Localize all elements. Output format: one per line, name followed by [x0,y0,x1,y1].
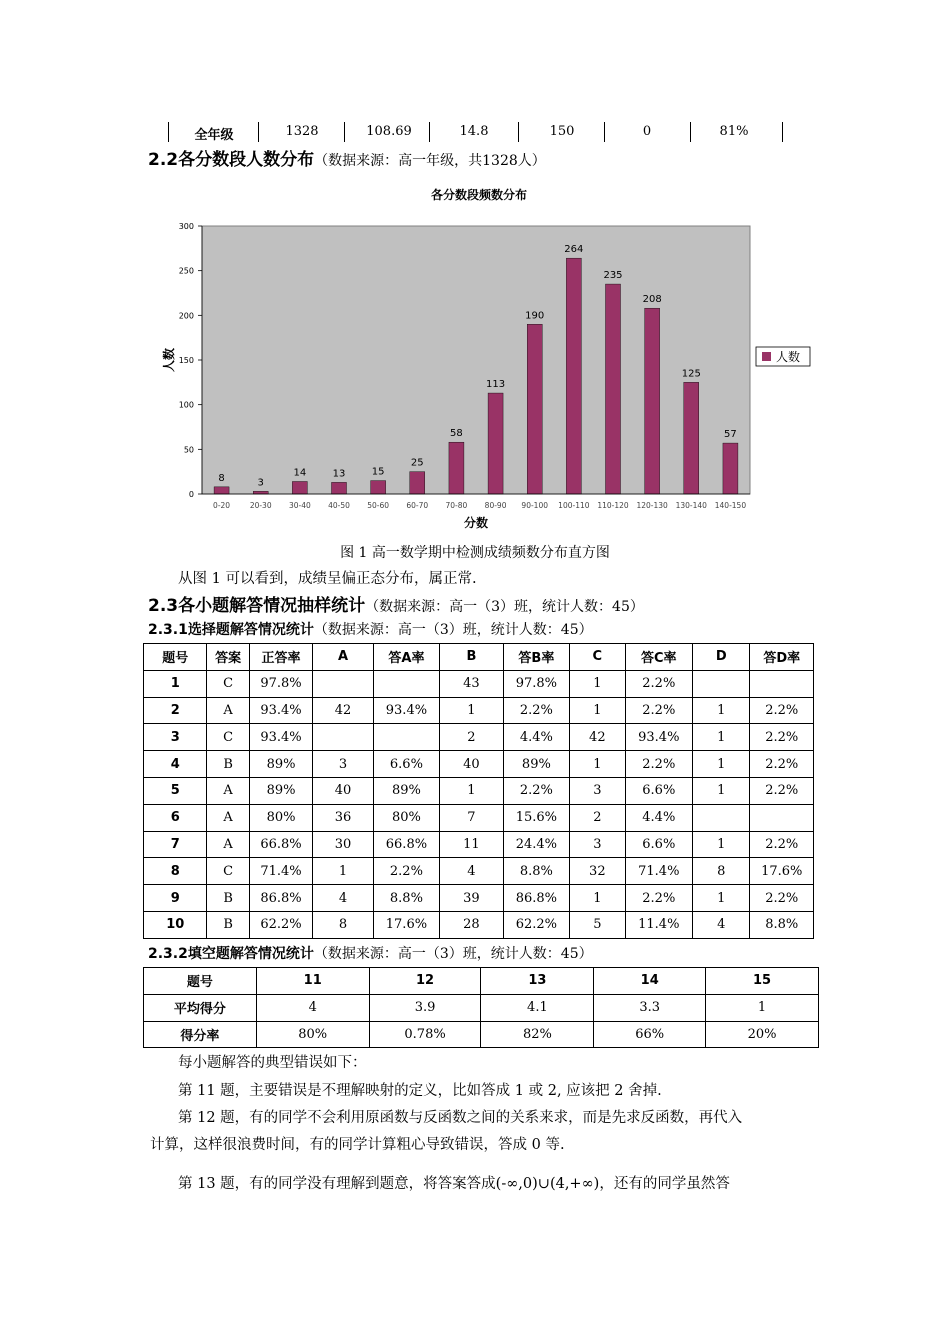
table-cell: 93.4% [249,697,312,724]
bar [488,393,503,494]
row-divider [344,122,345,142]
x-tick-label: 130-140 [675,501,707,510]
table-cell: 30 [313,831,373,858]
y-tick-label: 300 [178,222,194,231]
choice-question-table [143,643,814,939]
table-cell: C [207,724,249,751]
table-cell: 2.2% [373,858,439,885]
table-row [144,994,819,1021]
table-cell: 71.4% [249,858,312,885]
table-cell: 1 [693,831,750,858]
table-cell: 3 [570,831,625,858]
column-header: A [313,644,373,671]
column-header: B [440,644,503,671]
data-label: 208 [642,294,662,306]
column-header: 11 [256,968,369,995]
plot-area [202,226,750,494]
bar [606,284,621,494]
table-cell: 17.6% [373,911,439,938]
chart-title: 各分数段频数分布 [430,188,528,202]
table-cell: 平均得分 [144,994,257,1021]
figure-caption: 图 1 高一数学期中检测成绩频数分布直方图 [340,545,610,561]
section-title: 2.3.2填空题解答情况统计 [148,946,314,962]
x-tick-label: 30-40 [288,501,311,510]
data-label: 235 [603,270,623,282]
table-cell: 8.8% [373,885,439,912]
table-row [144,724,814,751]
paragraph: 第 13 题，有的同学没有理解到题意，将答案答成(-∞,0)∪(4,+∞)，还有的同学虽然答 [178,1176,730,1192]
y-tick-label: 0 [188,490,194,499]
table-cell: 1 [440,697,503,724]
table-cell: 8 [144,858,207,885]
table-cell: 3 [144,724,207,751]
table-cell: 2.2% [503,697,569,724]
row-divider [258,122,259,142]
table-cell [693,804,750,831]
bar [723,443,738,494]
section-heading-2-2 [148,145,546,170]
y-tick-label: 50 [183,445,194,455]
table-cell: B [207,751,249,778]
table-cell: 93.4% [373,697,439,724]
x-tick-label: 120-130 [636,501,668,510]
table-cell: 42 [313,697,373,724]
bar [410,472,425,494]
table-cell: 24.4% [503,831,569,858]
table-cell: 43 [440,670,503,697]
summary-cell: 1328 [285,124,319,139]
bar [371,481,386,494]
y-tick-label: 150 [178,356,194,365]
table-cell: 11 [440,831,503,858]
data-label: 13 [332,468,346,480]
table-cell: 8 [313,911,373,938]
table-cell: 8.8% [750,911,814,938]
table-cell: 80% [249,804,312,831]
table-cell: 40 [313,777,373,804]
section-title: 2.3各小题解答情况抽样统计 [148,596,366,616]
x-tick-label: 100-110 [558,501,590,510]
table-cell: 86.8% [503,885,569,912]
table-cell: A [207,697,249,724]
section-heading-2-3 [148,591,644,616]
table-cell: 93.4% [249,724,312,751]
legend-swatch [762,352,771,361]
bar [214,487,229,494]
table-row [144,777,814,804]
x-axis-label: 分数 [463,516,489,530]
data-label: 25 [410,457,424,469]
row-divider [782,122,783,142]
table-cell: 97.8% [503,670,569,697]
table-cell: 7 [144,831,207,858]
table-cell [750,804,814,831]
table-cell: 1 [693,777,750,804]
section-source: （数据来源：高一（3）班，统计人数：45） [313,946,593,962]
column-header: 14 [594,968,706,995]
table-cell: 39 [440,885,503,912]
table-cell: 66% [594,1021,706,1048]
row-divider [168,122,169,142]
table-row [144,1021,819,1048]
bar [527,324,542,494]
table-cell: 71.4% [625,858,693,885]
x-tick-label: 60-70 [406,501,429,510]
table-cell: 1 [570,670,625,697]
table-cell: 4 [313,885,373,912]
table-cell: 2.2% [750,751,814,778]
table-cell: 2.2% [625,885,693,912]
section-heading-2-3-1 [148,619,593,639]
table-cell: B [207,885,249,912]
table-cell: 86.8% [249,885,312,912]
table-cell: 40 [440,751,503,778]
bar [684,382,699,494]
table-cell: 1 [570,697,625,724]
table-cell: 4.4% [503,724,569,751]
data-label: 14 [293,467,307,479]
table-cell: 66.8% [373,831,439,858]
table-cell: 2.2% [750,724,814,751]
table-row [144,697,814,724]
table-cell: 42 [570,724,625,751]
table-cell: 28 [440,911,503,938]
table-row [144,831,814,858]
fill-blank-table [143,967,819,1048]
grade-summary-row [164,124,784,144]
summary-cell: 108.69 [366,124,412,139]
table-cell: 17.6% [750,858,814,885]
row-divider [429,122,430,142]
chart-note: 从图 1 可以看到，成绩呈偏正态分布，属正常. [178,571,477,587]
summary-cell: 全年级 [194,128,234,143]
table-cell: 6 [144,804,207,831]
table-cell: 1 [570,751,625,778]
data-label: 15 [371,466,385,478]
data-label: 125 [681,368,701,380]
table-cell: A [207,777,249,804]
table-cell: 3.3 [594,994,706,1021]
table-cell: 1 [693,697,750,724]
table-cell: 3 [313,751,373,778]
column-header: C [570,644,625,671]
table-cell: 0.78% [369,1021,481,1048]
table-cell: 97.8% [249,670,312,697]
table-cell [313,724,373,751]
table-cell: 4 [256,994,369,1021]
x-tick-label: 110-120 [597,501,629,510]
table-cell: 8 [693,858,750,885]
section-title: 2.3.1选择题解答情况统计 [148,622,314,638]
table-cell [373,724,439,751]
y-tick-label: 100 [178,400,194,410]
x-tick-label: 140-150 [714,501,747,510]
x-tick-label: 50-60 [367,501,390,510]
table-cell: 7 [440,804,503,831]
table-cell: 1 [693,724,750,751]
table-cell: 32 [570,858,625,885]
data-label: 57 [724,429,737,441]
data-label: 8 [218,472,225,484]
table-cell: 80% [256,1021,369,1048]
column-header: 答D率 [750,644,814,671]
table-row [144,858,814,885]
table-cell: 9 [144,885,207,912]
table-cell: 2 [440,724,503,751]
bar [292,481,307,494]
table-cell: 2 [144,697,207,724]
data-label: 264 [564,244,584,256]
table-cell: 15.6% [503,804,569,831]
column-header: 题号 [144,644,207,671]
table-cell [313,670,373,697]
score-distribution-chart [150,180,830,540]
summary-cell: 150 [549,124,575,139]
column-header: 答案 [207,644,249,671]
table-header-row [144,968,819,995]
column-header: 13 [481,968,594,995]
data-label: 113 [486,379,506,391]
table-row [144,751,814,778]
column-header: 15 [706,968,819,995]
x-tick-label: 40-50 [328,501,350,510]
table-cell: 36 [313,804,373,831]
table-cell: 6.6% [373,751,439,778]
y-axis-label: 人数 [162,347,176,373]
table-cell: 89% [503,751,569,778]
x-tick-label: 20-30 [249,501,272,510]
column-header: 正答率 [249,644,312,671]
x-tick-label: 80-90 [484,501,507,510]
section-source: （数据来源：高一（3）班，统计人数：45） [365,599,644,615]
table-cell: 2.2% [750,697,814,724]
table-row [144,885,814,912]
table-cell: 2.2% [625,697,693,724]
section-title: 2.2各分数段人数分布 [148,150,315,170]
table-cell [373,670,439,697]
table-cell: 11.4% [625,911,693,938]
paragraph: 第 12 题，有的同学不会利用原函数与反函数之间的关系来求，而是先求反函数，再代入 [178,1110,743,1126]
table-cell [693,670,750,697]
bar [253,491,268,494]
table-cell: B [207,911,249,938]
y-tick-label: 200 [178,311,194,321]
table-cell: 3.9 [369,994,481,1021]
table-cell: 6.6% [625,831,693,858]
x-tick-label: 0-20 [213,501,231,510]
table-cell: 2.2% [750,777,814,804]
row-divider [604,122,605,142]
table-cell: 2.2% [750,831,814,858]
table-cell: A [207,804,249,831]
data-label: 58 [450,428,463,440]
bar [645,308,660,494]
table-cell: 82% [481,1021,594,1048]
table-cell: 89% [373,777,439,804]
table-cell: 4.1 [481,994,594,1021]
row-divider [690,122,691,142]
table-cell: 4 [440,858,503,885]
table-cell [750,670,814,697]
table-cell: 1 [570,885,625,912]
table-cell: 1 [440,777,503,804]
summary-cell: 0 [642,124,652,139]
section-source: （数据来源：高一年级，共1328人） [314,153,546,169]
table-cell: 93.4% [625,724,693,751]
table-cell: 66.8% [249,831,312,858]
bar [566,258,581,494]
table-cell: 80% [373,804,439,831]
table-cell: 1 [693,751,750,778]
table-cell: 得分率 [144,1021,257,1048]
column-header: 12 [369,968,481,995]
x-tick-label: 70-80 [445,501,468,510]
column-header: 答B率 [503,644,569,671]
table-row [144,911,814,938]
table-cell: 4 [144,751,207,778]
section-source: （数据来源：高一（3）班，统计人数：45） [313,622,593,638]
column-header: 答C率 [625,644,693,671]
table-cell: 6.6% [625,777,693,804]
table-cell: 1 [706,994,819,1021]
data-label: 3 [257,477,264,489]
table-row [144,804,814,831]
paragraph: 第 11 题，主要错误是不理解映射的定义，比如答成 1 或 2, 应该把 2 舍掉. [178,1083,662,1099]
row-divider [518,122,519,142]
table-cell: 10 [144,911,207,938]
table-cell: 1 [144,670,207,697]
table-cell: C [207,670,249,697]
chart-legend [756,347,810,366]
summary-cell: 81% [719,124,749,139]
table-cell: C [207,858,249,885]
table-cell: 4 [693,911,750,938]
y-tick-label: 250 [178,266,194,276]
section-heading-2-3-2 [148,943,593,963]
data-label: 190 [525,310,545,322]
table-cell: 20% [706,1021,819,1048]
table-cell: 4.4% [625,804,693,831]
table-cell: 2.2% [625,751,693,778]
paragraph: 每小题解答的典型错误如下： [178,1055,367,1071]
bar [449,442,464,494]
table-cell: 3 [570,777,625,804]
table-cell: 2.2% [625,670,693,697]
x-tick-label: 90-100 [521,501,549,510]
table-cell: 2.2% [750,885,814,912]
paragraph: 计算，这样很浪费时间，有的同学计算粗心导致错误，答成 0 等. [150,1137,565,1153]
legend-label: 人数 [776,350,801,364]
table-cell: 2.2% [503,777,569,804]
table-cell: 62.2% [503,911,569,938]
table-cell: 1 [693,885,750,912]
bar [332,482,347,494]
table-cell: 1 [313,858,373,885]
table-row [144,670,814,697]
table-header-row [144,644,814,671]
column-header: 题号 [144,968,257,995]
table-cell: 5 [144,777,207,804]
table-cell: 5 [570,911,625,938]
table-cell: 8.8% [503,858,569,885]
table-cell: 89% [249,777,312,804]
table-cell: 2 [570,804,625,831]
column-header: 答A率 [373,644,439,671]
column-header: D [693,644,750,671]
table-cell: 89% [249,751,312,778]
table-cell: 62.2% [249,911,312,938]
table-cell: A [207,831,249,858]
summary-cell: 14.8 [459,124,489,139]
